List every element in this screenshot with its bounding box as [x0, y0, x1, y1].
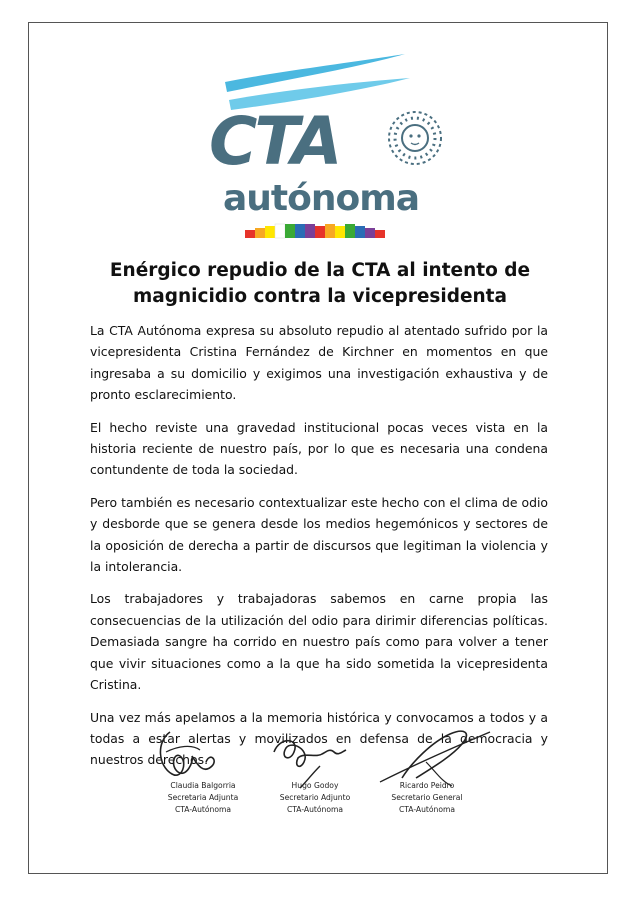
paragraph-1: La CTA Autónoma expresa su absoluto repudio al atentado sufrido por la vicepresidenta Cristina Fernández de Kirchner en momentos en que ingresaba a su domicilio y exigimos una investigación exhaustiva y de pronto esclarecimiento.: [90, 323, 548, 403]
signatory-2-org: CTA-Autónoma: [286, 805, 344, 815]
paragraph-5: Una vez más apelamos a la memoria histórica y convocamos a todos y a todas a estar alertas y movilizados en defensa de la democracia y nuestros derechos.: [90, 709, 548, 768]
signatory-3-role: Secretario General: [391, 793, 463, 803]
paragraph-2: El hecho reviste una gravedad institucional pocas veces vista en la historia reciente de nuestro país, por lo que es necesaria una condena contundente de toda la sociedad.: [90, 419, 548, 478]
signatory-2: [260, 722, 380, 822]
paragraph-3: Pero también es necesario contextualizar este hecho con el clima de odio y desborde que se genera desde los medios hegemónicos y sectores de la oposición de derecha a partir de discursos que legitiman la violencia y la intolerancia.: [90, 494, 548, 575]
signatory-1-org: CTA-Autónoma: [174, 805, 232, 815]
signatory-3-org: CTA-Autónoma: [398, 805, 456, 815]
logo-sun-icon: [389, 112, 441, 164]
paragraph-4: Los trabajadores y trabajadoras sabemos en carne propia las consecuencias de la utilización del odio para dirimir diferencias políticas. Demasiada sangre ha corrido en nuestro país como para volver a tener que vivir situaciones como a la que ha sido sometida la vicepresidenta Cristina.: [90, 591, 548, 693]
signatory-1-caption: [148, 780, 258, 817]
logo-color-band: [245, 224, 385, 238]
signatory-1-role: Secretaria Adjunta: [167, 793, 239, 803]
signatory-3-caption: [372, 780, 482, 817]
logo-cta-text: CTA: [209, 103, 340, 180]
document-headline: [60, 258, 580, 310]
logo-swoosh-top: [225, 54, 405, 92]
cta-autonoma-logo: [205, 52, 465, 252]
headline-line-1: Enérgico repudio de la CTA al intento de: [109, 260, 531, 281]
signature-block: [148, 722, 498, 822]
document-body: [90, 320, 548, 782]
signatory-3-name: Ricardo Peidro: [399, 781, 455, 790]
signatory-2-role: Secretario Adjunto: [279, 793, 351, 803]
signatory-3: [372, 722, 492, 822]
signatory-1: [148, 722, 268, 822]
signatory-1-name: Claudia Balgorria: [170, 781, 236, 790]
logo-autonoma-text: autónoma: [223, 178, 420, 219]
signatory-2-caption: [260, 780, 370, 817]
signatory-2-name: Hugo Godoy: [291, 781, 339, 790]
headline-line-2: magnicidio contra la vicepresidenta: [132, 286, 508, 307]
